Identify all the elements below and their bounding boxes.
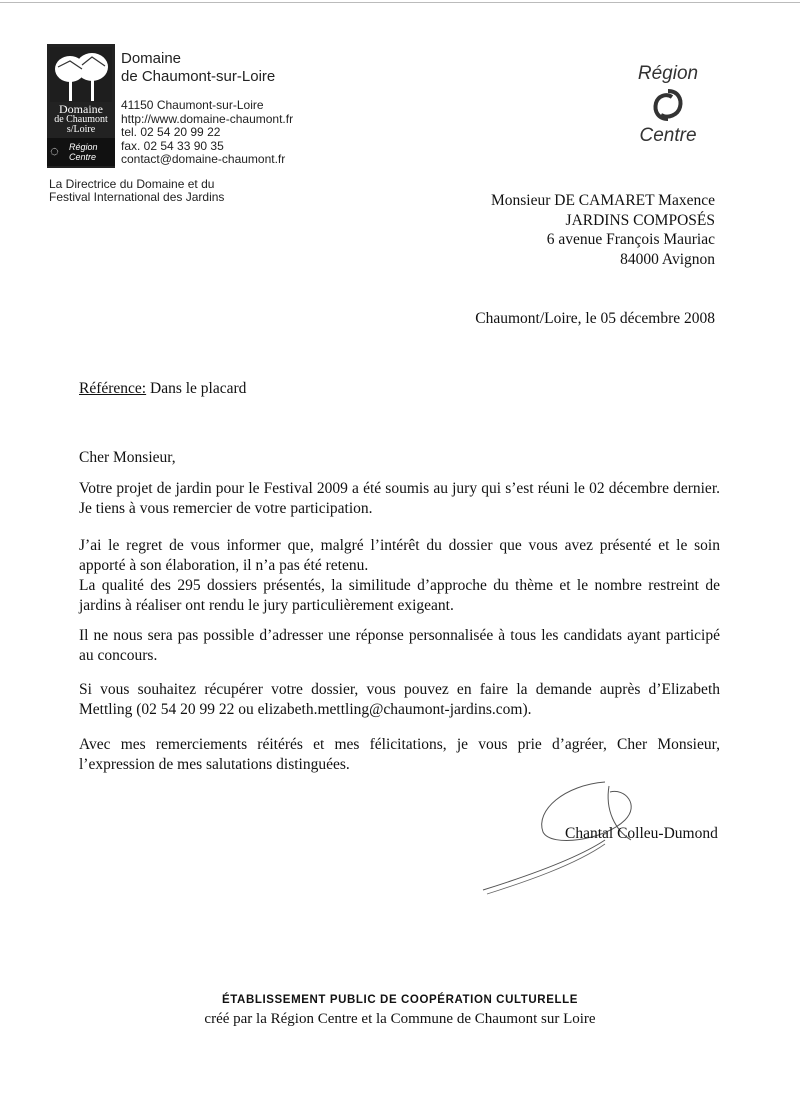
phone: tel. 02 54 20 99 22 [121, 125, 221, 139]
email: contact@domaine-chaumont.fr [121, 152, 286, 166]
logo-line-3: s/Loire [66, 124, 96, 135]
paragraph-1: Votre projet de jardin pour le Festival 2009 a été soumis au jury qui s’est réuni le 02 décembre dernier. Je tiens à vous remercier de votre participation. [79, 480, 720, 517]
region-swirl-icon [648, 85, 688, 125]
badge-line-1: Région [69, 142, 98, 152]
footer-institution: ÉTABLISSEMENT PUBLIC DE COOPÉRATION CULTURELLE [222, 994, 578, 1006]
footer-subtitle: créé par la Région Centre et la Commune de Chaumont sur Loire [204, 1011, 596, 1027]
tree-logo-icon [50, 47, 112, 102]
logo-line-1: Domaine [59, 102, 103, 116]
logo-line-2: de Chaumont [54, 114, 108, 125]
address: 41150 Chaumont-sur-Loire [121, 98, 264, 112]
recipient-company: JARDINS COMPOSÉS [565, 211, 715, 229]
reference-label: Référence: [79, 380, 147, 397]
date-line: Chaumont/Loire, le 05 décembre 2008 [475, 310, 715, 327]
region-swirl-icon: ◌ [50, 143, 59, 160]
recipient-address [491, 191, 715, 269]
badge-line-2: Centre [69, 152, 97, 162]
reference-value: Dans le placard [150, 380, 247, 397]
org-name: Domaine de Chaumont-sur-Loire [121, 50, 276, 85]
fax: fax. 02 54 33 90 35 [121, 138, 224, 153]
signatory-name: Chantal Colleu-Dumond [565, 825, 718, 842]
website: http://www.domaine-chaumont.fr [121, 111, 294, 126]
paragraph-3: La qualité des 295 dossiers présentés, la similitude d’approche du thème et le nombre restreint de jardins à réaliser ont rendu le jury particulièrement exigeant. [79, 577, 720, 614]
contact-block [121, 99, 293, 167]
top-border-line [0, 2, 800, 3]
reference-line [79, 380, 246, 398]
recipient-city: 84000 Avignon [620, 250, 715, 268]
recipient-name: Monsieur DE CAMARET Maxence [490, 192, 715, 209]
region-badge [47, 138, 115, 166]
paragraph-2: J’ai le regret de vous informer que, malgré l’intérêt du dossier que vous avez présenté et le soin apporté à son élaboration, il n’a pas été retenu. [79, 537, 720, 574]
paragraph-4: Il ne nous sera pas possible d’adresser une réponse personnalisée à tous les candidats ayant participé au concours. [79, 627, 720, 664]
centre-word: Centre [639, 125, 697, 146]
recipient-street: 6 avenue François Mauriac [546, 231, 715, 248]
region-centre-logo [612, 63, 724, 147]
salutation: Cher Monsieur, [79, 449, 176, 466]
paragraph-6: Avec mes remerciements réitérés et mes félicitations, je vous prie d’agréer, Cher Monsieur, l’expression de mes salutations distinguées. [79, 736, 720, 773]
paragraph-5: Si vous souhaitez récupérer votre dossier, vous pouvez en faire la demande auprès d’Elizabeth Mettling (02 54 20 99 22 ou elizabeth.mettling@chaumont-jardins.com). [79, 681, 720, 718]
region-word: Région [637, 63, 699, 84]
sender-title: La Directrice du Domaine et du Festival International des Jardins [49, 177, 225, 204]
